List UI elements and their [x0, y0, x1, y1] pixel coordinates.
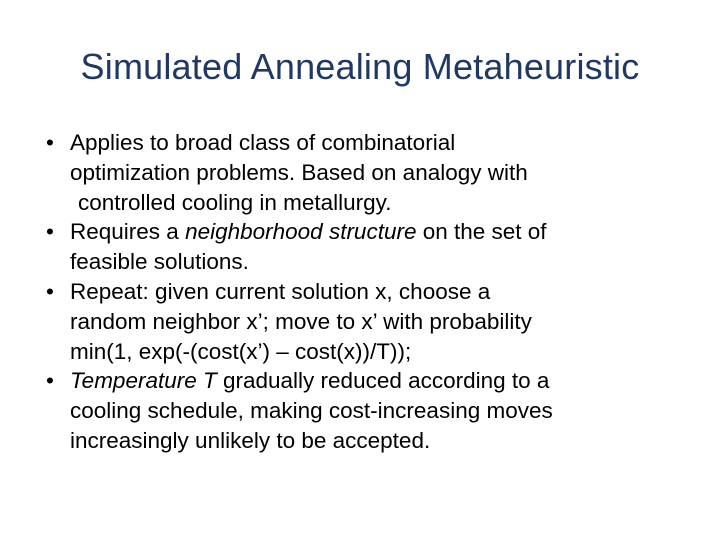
bullet-2-suffix: on the set of	[416, 219, 547, 245]
bullet-4-emphasis: Temperature T	[70, 368, 217, 394]
bullet-4-line-3: increasingly unlikely to be accepted.	[70, 427, 431, 453]
bullet-dot: •	[46, 130, 54, 155]
bullet-3-line-3: min(1, exp(-(cost(x’) – cost(x))/T));	[70, 338, 412, 364]
bullet-2-line-2: feasible solutions.	[70, 249, 249, 275]
bullet-4-line-1	[70, 366, 686, 396]
bullet-2-line-1	[70, 217, 686, 247]
bullet-dot: •	[46, 368, 54, 394]
bullet-4-suffix: gradually reduced according to a	[216, 368, 550, 394]
bullet-dot: •	[46, 219, 54, 245]
slide-title: Simulated Annealing Metaheuristic	[80, 46, 640, 87]
bullet-list	[46, 128, 686, 456]
bullet-3-line-2: random neighbor x’; move to x’ with probability	[70, 308, 532, 334]
bullet-item-4	[46, 366, 686, 455]
bullet-4-line-2: cooling schedule, making cost-increasing moves	[70, 398, 553, 424]
bullet-item-3	[46, 277, 686, 366]
bullet-1-line-3: controlled cooling in metallurgy.	[78, 189, 392, 215]
bullet-2-emphasis: neighborhood structure	[185, 219, 417, 245]
bullet-3-line-1: Repeat: given current solution x, choose a	[70, 278, 491, 304]
bullet-1-line-2: optimization problems. Based on analogy with	[70, 159, 528, 185]
bullet-item-1	[46, 128, 686, 217]
bullet-2-prefix: Requires a	[70, 219, 186, 245]
bullet-item-2	[46, 217, 686, 277]
bullet-dot: •	[46, 278, 54, 304]
bullet-1-line-1: Applies to broad class of combinatorial	[70, 130, 456, 155]
